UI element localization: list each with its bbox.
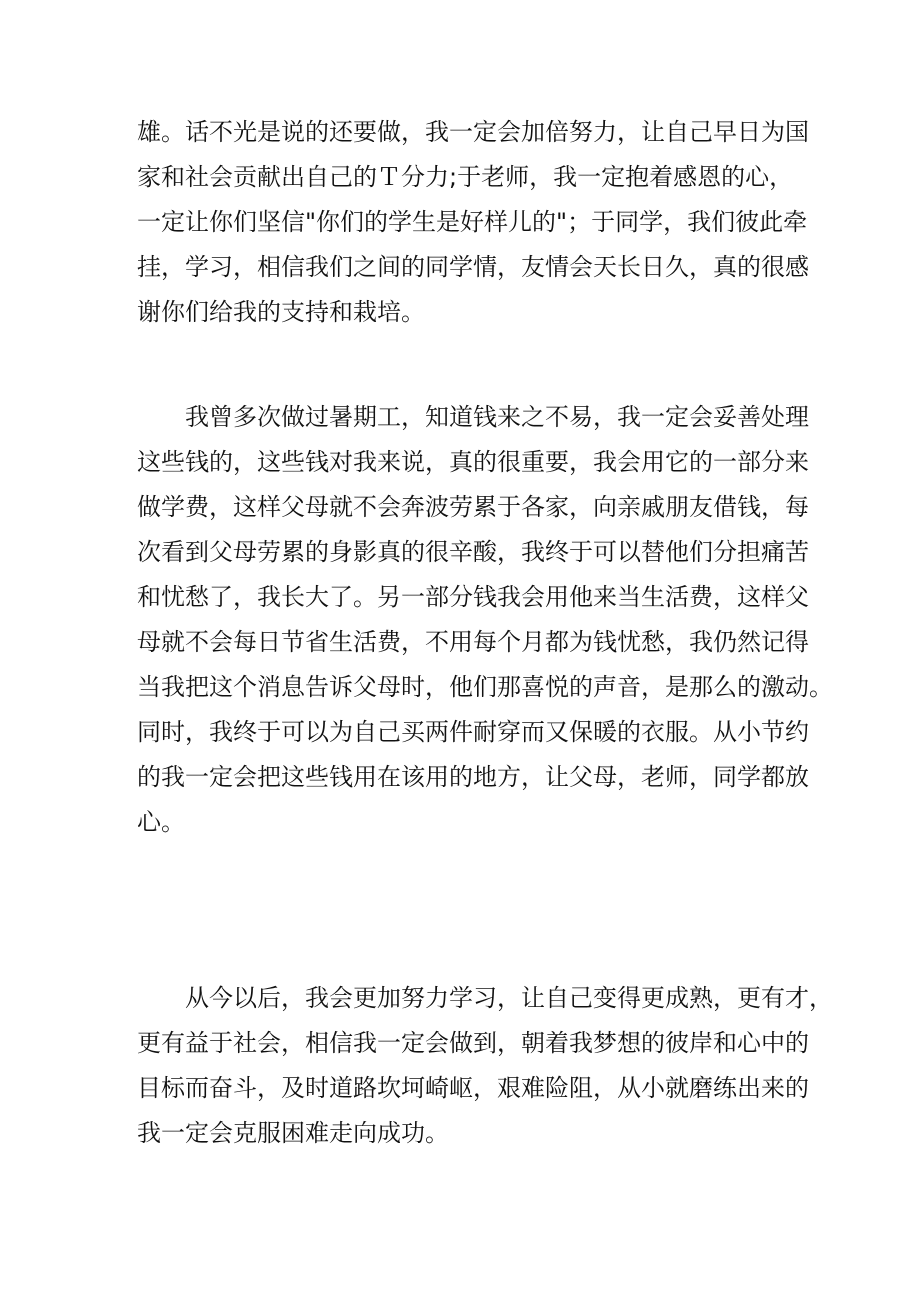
paragraph-line: 做学费，这样父母就不会奔波劳累于各家，向亲戚朋友借钱，每 bbox=[137, 493, 809, 521]
paragraph-line: 挂，学习，相信我们之间的同学情，友情会天长日久，真的很感 bbox=[137, 253, 809, 281]
paragraph-line: 当我把这个消息告诉父母时，他们那喜悦的声音，是那么的激动。 bbox=[137, 673, 833, 701]
paragraph-line: 同时，我终于可以为自己买两件耐穿而又保暖的衣服。从小节约 bbox=[137, 718, 809, 746]
paragraph-line: 次看到父母劳累的身影真的很辛酸，我终于可以替他们分担痛苦 bbox=[137, 538, 809, 566]
paragraph-line: 这些钱的，这些钱对我来说，真的很重要，我会用它的一部分来 bbox=[137, 448, 809, 476]
paragraph-line: 我一定会克服困难走向成功。 bbox=[137, 1119, 449, 1147]
paragraph-line: 一定让你们坚信"你们的学生是好样儿的"；于同学，我们彼此牵 bbox=[137, 208, 808, 236]
paragraph-line: 家和社会贡献出自己的Ｔ分力;于老师，我一定抱着感恩的心， bbox=[137, 163, 794, 191]
paragraph-line: 母就不会每日节省生活费，不用每个月都为钱忧愁，我仍然记得 bbox=[137, 628, 809, 656]
paragraph-line: 更有益于社会，相信我一定会做到，朝着我梦想的彼岸和心中的 bbox=[137, 1029, 809, 1057]
paragraph-line: 谢你们给我的支持和栽培。 bbox=[137, 298, 425, 326]
paragraph-line: 和忧愁了，我长大了。另一部分钱我会用他来当生活费，这样父 bbox=[137, 583, 809, 611]
paragraph-line: 心。 bbox=[137, 808, 185, 836]
paragraph-line: 从今以后，我会更加努力学习，让自己变得更成熟，更有才， bbox=[185, 984, 833, 1012]
paragraph-line: 的我一定会把这些钱用在该用的地方，让父母，老师，同学都放 bbox=[137, 763, 809, 791]
paragraph-line: 雄。话不光是说的还要做，我一定会加倍努力，让自己早日为国 bbox=[137, 118, 809, 146]
paragraph-line: 目标而奋斗，及时道路坎坷崎岖，艰难险阻，从小就磨练出来的 bbox=[137, 1074, 809, 1102]
paragraph-line: 我曾多次做过暑期工，知道钱来之不易，我一定会妥善处理 bbox=[185, 403, 809, 431]
